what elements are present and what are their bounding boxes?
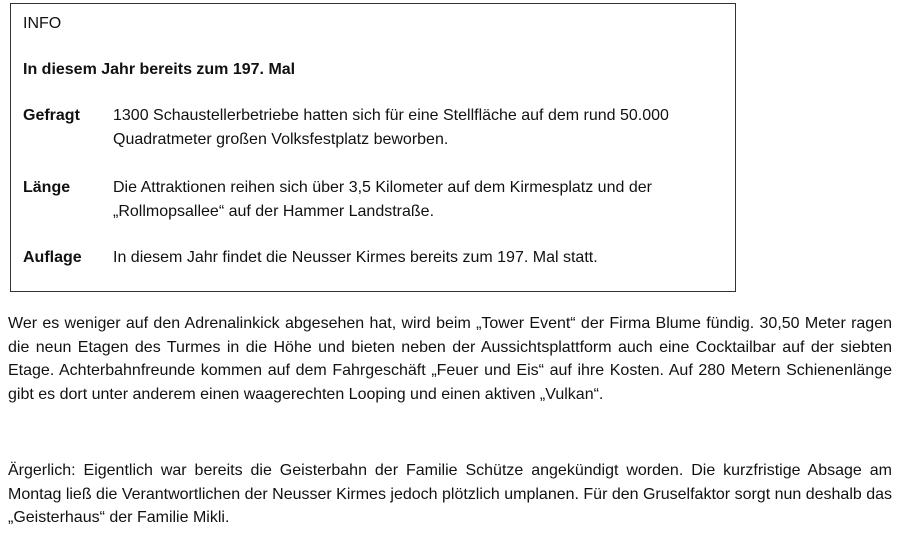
info-description: In diesem Jahr findet die Neusser Kirmes bereits zum 197. Mal statt.	[113, 249, 598, 266]
article-paragraph: Ärgerlich: Eigentlich war bereits die Geisterbahn der Familie Schütze angekündigt worden. Die kurzfristige Absage am Montag ließ die Verantwortlichen der Neusser Kirmes jedoch plötzlich umplanen. Für den Gruselfaktor sorgt nun deshalb das „Geisterhaus“ der Familie Mikli.	[8, 462, 893, 526]
info-term: Länge	[23, 179, 71, 196]
info-heading: In diesem Jahr bereits zum 197. Mal	[23, 61, 296, 78]
info-term: Gefragt	[23, 107, 80, 124]
info-description: 1300 Schaustellerbetriebe hatten sich für eine Stellfläche auf dem rund 50.000 Quadratmeter großen Volksfestplatz beworben.	[113, 107, 669, 148]
info-description: Die Attraktionen reihen sich über 3,5 Kilometer auf dem Kirmesplatz und der „Rollmopsallee“ auf der Hammer Landstraße.	[113, 179, 652, 220]
info-box	[10, 3, 736, 292]
info-label: INFO	[23, 15, 62, 32]
article-paragraph: Wer es weniger auf den Adrenalinkick abgesehen hat, wird beim „Tower Event“ der Firma Blume fündig. 30,50 Meter ragen die neun Etagen des Turmes in die Höhe und bieten neben der Aussichtsplattform auch eine Cocktailbar auf der siebten Etage. Achterbahnfreunde kommen auf dem Fahrgeschäft „Feuer und Eis“ auf ihre Kosten. Auf 280 Metern Schienenlänge gibt es dort unter anderem einen waagerechten Looping und einen aktiven „Vulkan“.	[8, 315, 892, 403]
info-term: Auflage	[23, 249, 82, 266]
